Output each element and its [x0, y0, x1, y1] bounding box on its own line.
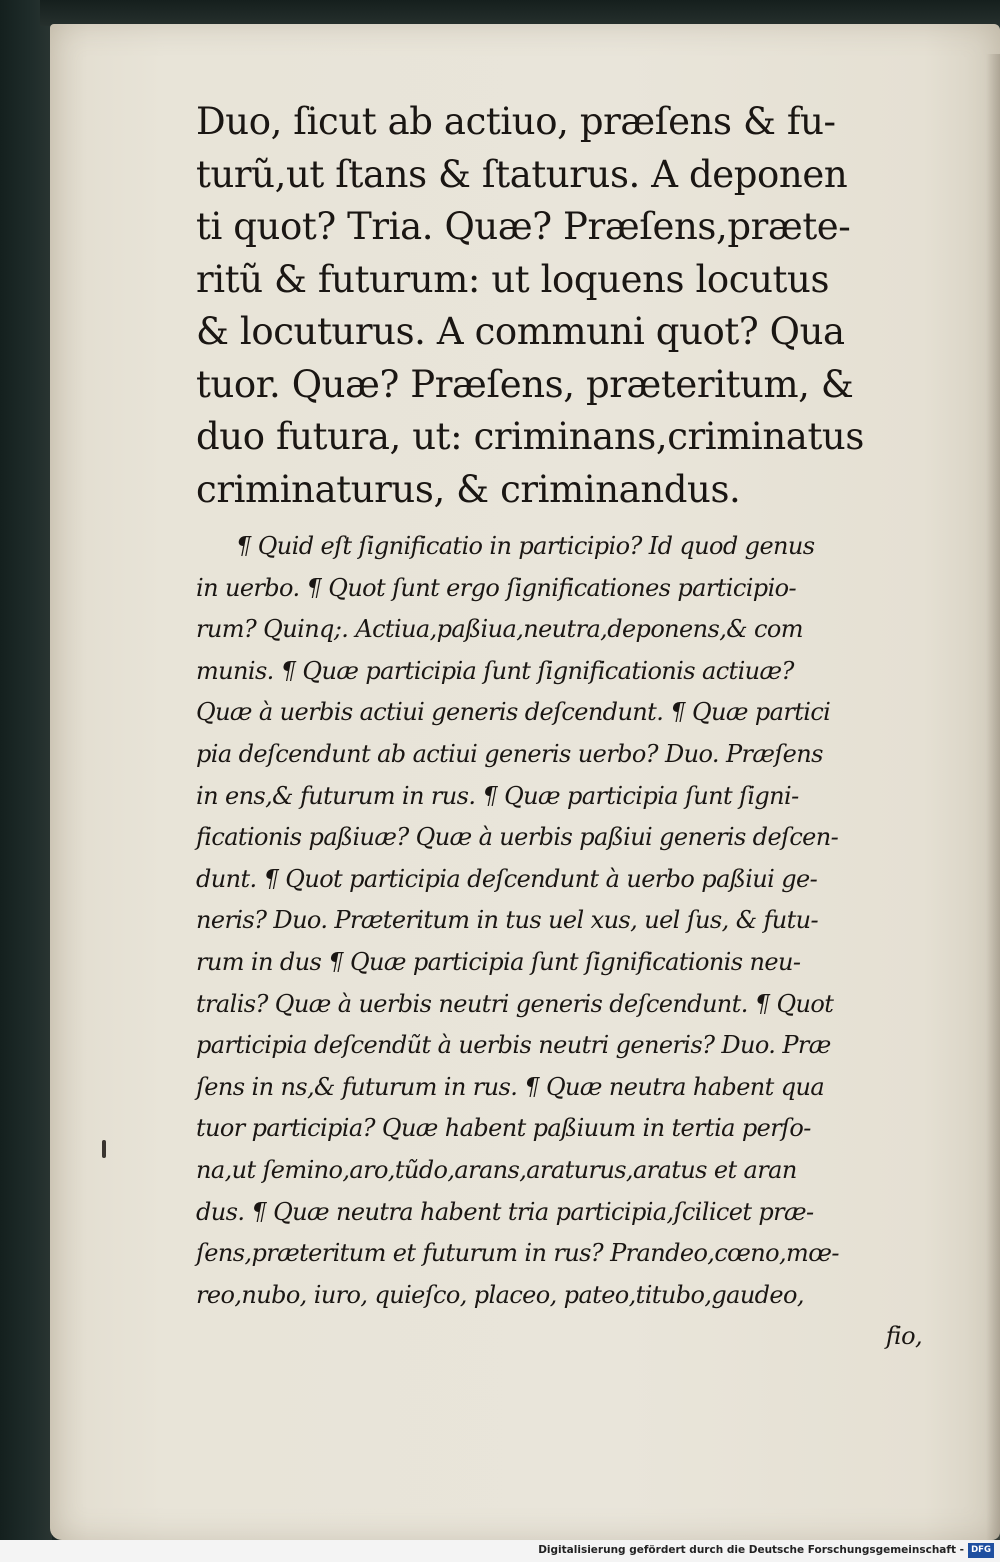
roman-text-line: & locuturus. A communi quot? Qua [196, 310, 845, 353]
roman-text-block [196, 96, 928, 516]
roman-text-line: ti quot? Tria. Quæ? Præſens,præte- [196, 205, 851, 248]
italic-text-line: ¶ Quid eſt ſignificatio in participio? Id quod genus [236, 532, 815, 560]
catchword: fio, [885, 1322, 922, 1351]
italic-text-line: reo,nubo, iuro, quieſco, placeo, pateo,titubo,gaudeo, [196, 1280, 804, 1309]
italic-text-line: participia deſcendũt à uerbis neutri generis? Duo. Præ [196, 1031, 831, 1060]
italic-text-block [196, 526, 928, 1358]
italic-text-line: in ens,& futurum in rus. ¶ Quæ participia ſunt ſigni- [196, 781, 799, 810]
roman-text-line: tuor. Quæ? Præſens, præteritum, & [196, 362, 854, 406]
roman-text-line: turũ,ut ſtans & ſtaturus. A deponen [196, 152, 848, 196]
italic-text-line: rum? Quinq;. Actiua,paßiua,neutra,deponens,& com [196, 615, 803, 644]
italic-text-line: munis. ¶ Quæ participia ſunt ſignificationis actiuæ? [196, 656, 794, 685]
book-spine-edge [0, 0, 52, 1562]
italic-text-line: pia deſcendunt ab actiui generis uerbo? Duo. Præſens [196, 739, 823, 768]
italic-text-line: rum in dus ¶ Quæ participia ſunt ſignificationis neu- [196, 947, 801, 976]
dfg-logo: DFG [968, 1543, 994, 1558]
italic-text-line: dus. ¶ Quæ neutra habent tria participia,ſcilicet præ- [196, 1197, 814, 1226]
italic-text-line: ſens,præteritum et futurum in rus? Prandeo,cœno,mœ- [196, 1239, 839, 1268]
page-text [196, 96, 928, 1358]
italic-text-line: in uerbo. ¶ Quot ſunt ergo ſignificationes participio- [196, 573, 797, 602]
italic-text-line: Quæ à uerbis actiui generis deſcendunt. ¶ Quæ partici [196, 698, 831, 727]
roman-text-line: criminaturus, & criminandus. [196, 467, 741, 511]
italic-text-line: tralis? Quæ à uerbis neutri generis deſcendunt. ¶ Quot [196, 989, 834, 1018]
italic-text-line: neris? Duo. Præteritum in tus uel xus, uel ſus, & futu- [196, 906, 819, 935]
italic-text-line: dunt. ¶ Quot participia deſcendunt à uerbo paßiui ge- [196, 864, 818, 893]
italic-text-line: ſens in ns,& futurum in rus. ¶ Quæ neutra habent qua [196, 1072, 825, 1101]
book-top-edge [40, 0, 1000, 26]
italic-text-line: tuor participia? Quæ habent paßiuum in tertia perſo- [196, 1114, 811, 1143]
roman-text-line: ritũ & futurum: ut loquens locutus [196, 257, 830, 301]
funding-credit: Digitalisierung gefördert durch die Deutsche Forschungsgemeinschaft - [538, 1544, 964, 1556]
roman-text-line: Duo, ſicut ab actiuo, præſens & fu- [196, 100, 836, 143]
page-edge-shadow [986, 54, 1000, 1544]
italic-text-line: ficationis paßiuæ? Quæ à uerbis paßiui generis deſcen- [196, 823, 839, 852]
roman-text-line: duo futura, ut: criminans,criminatus [196, 415, 864, 458]
ink-mark [102, 1140, 106, 1158]
digitization-footer [0, 1540, 1000, 1562]
italic-text-line: na,ut ſemino,aro,tũdo,arans,araturus,aratus et aran [196, 1155, 797, 1184]
